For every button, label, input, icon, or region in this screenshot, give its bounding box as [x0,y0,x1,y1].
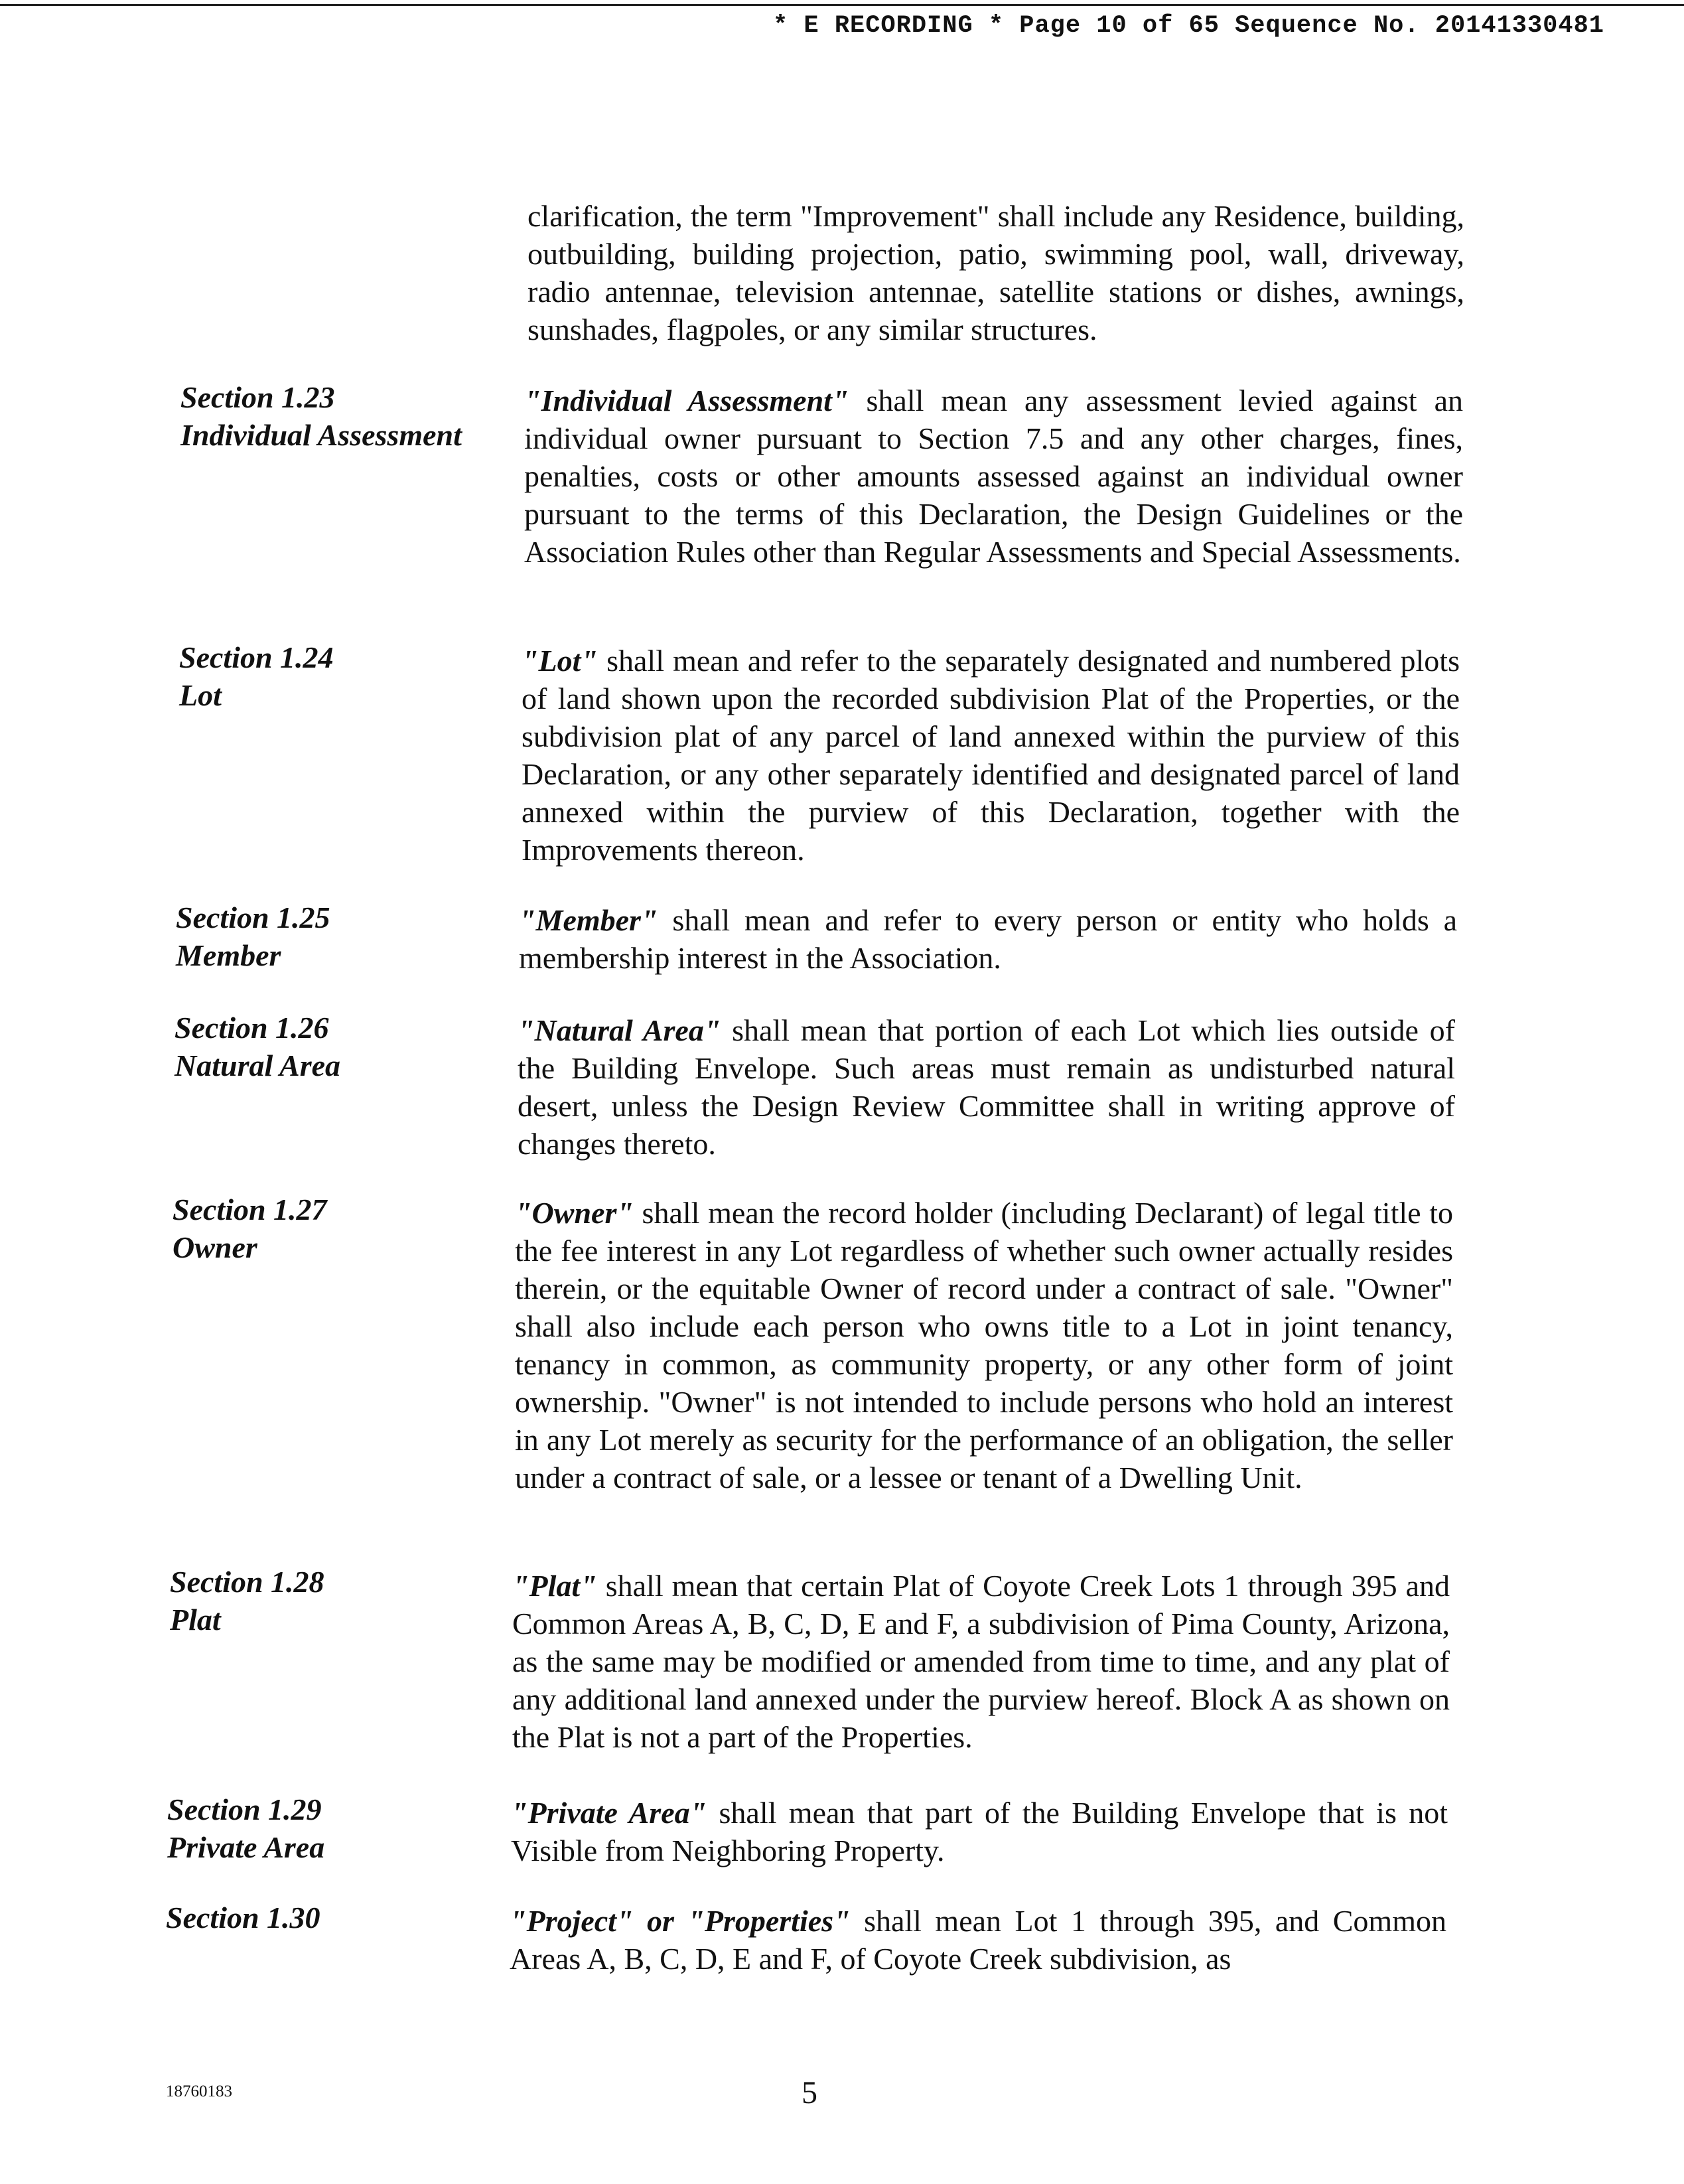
section-title: Member [176,938,281,972]
recording-header: * E RECORDING * Page 10 of 65 Sequence No. 20141330481 [773,12,1604,40]
document-id: 18760183 [166,2082,232,2100]
section-heading [176,899,508,974]
section-number: Section 1.29 [167,1792,322,1826]
section-number: Section 1.28 [170,1565,324,1599]
definition-text: shall mean Lot 1 through 395, and Common Areas A, B, C, D, E and F, of Coyote Creek subdivision, as [510,1904,1446,1976]
section-title: Plat [170,1603,221,1637]
defined-term: "Owner" [515,1196,634,1230]
definition-text: shall mean any assessment levied against an individual owner pursuant to Section 7.5 and any other charges, fines, penalties, costs or other amounts assessed against an individual owner pursuant to the terms of this Declaration, the Design Guidelines or the Association Rules other than Regular Assessments and Special Assessments. [524,384,1464,569]
section-title: Natural Area [175,1049,341,1082]
definition-text: shall mean the record holder (including Declarant) of legal title to the fee interest in any Lot regardless of whether such owner actually resides therein, or the equitable Owner of record under a contract of sale. "Owner" shall also include each person who owns title to a Lot in joint tenancy, tenancy in common, as community property, or any other form of joint ownership. "Owner" is not intended to include persons who hold an interest in any Lot merely as security for the performance of an obligation, the seller under a contract of sale, or a lessee or tenant of a Dwelling Unit. [515,1196,1453,1494]
defined-term: "Member" [519,903,658,937]
section-title: Private Area [167,1830,325,1864]
definition-text: shall mean that portion of each Lot which lies outside of the Building Envelope. Such areas must remain as undisturbed natural desert, unless the Design Review Committee shall in writing approve of changes thereto. [518,1013,1455,1161]
section-heading [179,638,511,714]
section-paragraph [519,901,1457,977]
section-heading [175,1009,506,1084]
definition-text: shall mean and refer to every person or entity who holds a membership interest in the Association. [519,903,1457,975]
section-paragraph [518,1011,1455,1163]
page-number: 5 [802,2075,817,2110]
section-number: Section 1.27 [173,1193,327,1226]
section-title: Owner [173,1230,257,1264]
section-heading [173,1191,504,1266]
section-number: Section 1.23 [180,380,335,414]
section-paragraph [510,1902,1446,1978]
section-heading [166,1899,498,1936]
section-number: Section 1.26 [175,1011,329,1045]
defined-term: "Lot" [522,644,598,678]
intro-paragraph: clarification, the term "Improvement" shall include any Residence, building, outbuilding, building projection, patio, swimming pool, wall, driveway, radio antennae, television antennae, satellite stations or dishes, awnings, sunshades, flagpoles, or any similar structures. [527,199,1464,346]
section-paragraph [511,1794,1448,1869]
section-title: Lot [179,678,222,712]
definition-text: shall mean that certain Plat of Coyote Creek Lots 1 through 395 and Common Areas A, B, C, D, E and F, a subdivision of Pima County, Arizona, as the same may be modified or amended from time to time, and any plat of any additional land annexed under the purview hereof. Block A as shown on the Plat is not a part of the Properties. [512,1569,1450,1754]
defined-term: "Private Area" [511,1796,707,1830]
section-title: Individual Assessment [180,418,462,452]
section-heading [180,378,512,454]
section-number: Section 1.30 [166,1901,320,1934]
definition-text: shall mean and refer to the separately designated and numbered plots of land shown upon the recorded subdivision Plat of the Properties, or the subdivision plat of any parcel of land annexed within the purview of this Declaration, or any other separately identified and designated parcel of land annexed within the purview of this Declaration, together with the Improvements thereon. [522,644,1460,867]
section-paragraph [512,1567,1450,1756]
defined-term: "Plat" [512,1569,597,1603]
defined-term: "Natural Area" [518,1013,721,1047]
section-heading [167,1790,499,1866]
section-paragraph [524,382,1463,571]
section-paragraph [522,642,1460,869]
section-paragraph [515,1194,1453,1496]
defined-term: "Individual Assessment" [524,384,849,417]
definition-text: shall mean that part of the Building Envelope that is not Visible from Neighboring Property. [511,1796,1448,1867]
section-heading [170,1563,502,1638]
section-number: Section 1.24 [179,640,334,674]
defined-term: "Project" or "Properties" [510,1904,851,1938]
section-number: Section 1.25 [176,901,330,934]
